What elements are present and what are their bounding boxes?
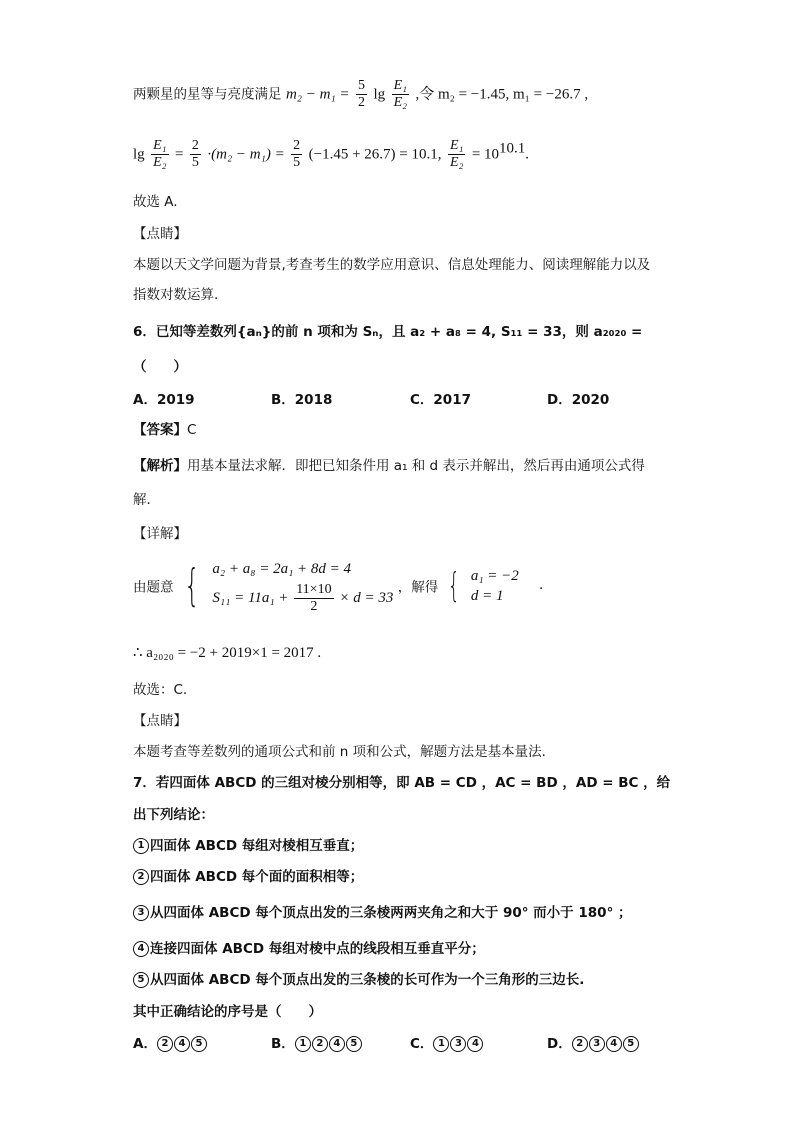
lg: lg (133, 146, 145, 163)
fraction (448, 138, 465, 171)
solution-system (471, 566, 519, 606)
item-text: 四面体 ABCD 每个面的面积相等； (150, 869, 364, 885)
prev-line-1-text: 两颗星的星等与亮度满足 (133, 86, 282, 103)
prev-line-1 (133, 78, 588, 111)
circled-number: 4 (329, 1036, 345, 1052)
numerator: 11×10 (296, 582, 332, 597)
circled-number: 4 (133, 941, 149, 957)
denominator: E₂ (153, 155, 167, 170)
q7-item-4 (133, 939, 485, 959)
circled-number: 4 (606, 1036, 622, 1052)
q7-item-3 (133, 903, 632, 923)
solution-1: a₁ = −2 (470, 567, 519, 584)
option-label: C． (410, 1036, 434, 1052)
numerator: 2 (293, 138, 301, 153)
fraction (190, 138, 201, 171)
q6-jiexi-text-2: 解． (133, 492, 160, 508)
system-prefix: 由题意 (133, 579, 174, 596)
circled-number: 1 (295, 1036, 311, 1052)
fraction (392, 78, 409, 111)
equation-1: a₂ + a₈ = 2a₁ + 8d = 4 (212, 561, 352, 577)
numerator: 5 (358, 78, 365, 93)
denominator: 2 (310, 599, 318, 614)
q6-result: ∴ a₂₀₂₀ = −2 + 2019×1 = 2017 . (133, 645, 322, 661)
circled-number: 5 (191, 1036, 207, 1052)
item-text: 从四面体 ABCD 每个顶点出发的三条棱的长可作为一个三角形的三边长. (150, 972, 585, 988)
option-label: D． (547, 1036, 572, 1052)
prev-line-2 (133, 138, 529, 171)
option-label: A． (133, 1036, 157, 1052)
circled-number: 2 (312, 1036, 328, 1052)
expression: (−1.45 + 26.7) = 10.1, (308, 146, 442, 163)
equation-system (212, 556, 393, 615)
exponent: 10.1 (499, 140, 526, 157)
solution-2: d = 1 (470, 587, 504, 604)
q6-system (133, 556, 543, 615)
prev-line-1-rest: ,令 m₂ = −1.45, m₁ = −26.7 , (415, 86, 589, 103)
q6-xiangjie-tag: 【详解】 (133, 526, 187, 542)
jiexi-text-1: 用基本量法求解．即把已知条件用 a₁ 和 d 表示并解出，然后再由通项公式得 (187, 458, 645, 474)
q7-item-5 (133, 970, 584, 990)
fraction (356, 78, 367, 111)
numerator: 2 (191, 138, 199, 153)
circled-number: 3 (450, 1036, 466, 1052)
q7-option-d[interactable] (547, 1034, 640, 1054)
expression: = 10 (471, 146, 500, 163)
period: . (525, 146, 530, 163)
prev-line-1-math: m₂ − m₁ = (285, 86, 350, 103)
equals: = (175, 146, 184, 163)
item-text: 从四面体 ABCD 每个顶点出发的三条棱两两夹角之和大于 90° 而小于 180° ； (150, 905, 632, 921)
q6-option-c[interactable]: C．2017 (410, 392, 471, 408)
fraction (294, 582, 333, 615)
q6-option-d[interactable]: D．2020 (547, 392, 610, 408)
q6-stem: 6．已知等差数列{aₙ}的前 n 项和为 Sₙ，且 a₂ + a₈ = 4, S₁₁ = 33，则 a₂₀₂₀ = (133, 324, 643, 340)
q7-option-c[interactable] (410, 1034, 484, 1054)
item-text: 连接四面体 ABCD 每组对棱中点的线段相互垂直平分； (150, 941, 485, 957)
lg: lg (373, 86, 386, 103)
q7-stem-2: 出下列结论： (133, 807, 214, 823)
circled-number: 2 (157, 1036, 173, 1052)
option-label: B． (271, 1036, 295, 1052)
circled-number: 1 (433, 1036, 449, 1052)
denominator: 5 (191, 155, 199, 170)
q7-item-1 (133, 836, 363, 856)
denominator: E₂ (393, 95, 407, 110)
q6-answer (133, 420, 196, 440)
q6-dianjing-tag: 【点睛】 (133, 713, 187, 729)
circled-number: 4 (174, 1036, 190, 1052)
left-brace: { (184, 559, 200, 611)
q6-option-a[interactable]: A．2019 (133, 392, 195, 408)
q6-jiexi (133, 456, 645, 476)
q6-choose: 故选：C. (133, 682, 188, 698)
prev-dianjing-text-2: 指数对数运算. (133, 287, 219, 303)
circled-number: 5 (623, 1036, 639, 1052)
equation-2-part-b: × d = 33 (339, 589, 394, 606)
equation-2 (212, 582, 393, 615)
denominator: E₂ (449, 155, 464, 170)
expression: ·(m₂ − m₁) = (207, 146, 285, 163)
prev-dianjing-text-1: 本题以天文学问题为背景,考查考生的数学应用意识、信息处理能力、阅读理解能力以及 (133, 257, 651, 273)
period: . (539, 577, 543, 593)
left-brace: { (447, 565, 460, 606)
denominator: 2 (358, 95, 365, 110)
circled-number: 1 (133, 838, 149, 854)
numerator: E₁ (449, 138, 464, 153)
jiexi-tag: 【解析】 (133, 458, 187, 474)
fraction (291, 138, 302, 171)
prev-dianjing-tag: 【点睛】 (133, 226, 187, 242)
circled-number: 3 (589, 1036, 605, 1052)
q6-dianjing-text: 本题考查等差数列的通项公式和前 n 项和公式，解题方法是基本量法． (133, 744, 556, 760)
circled-number: 4 (467, 1036, 483, 1052)
answer-tag: 【答案】 (133, 422, 187, 438)
circled-number: 5 (346, 1036, 362, 1052)
numerator: E₁ (393, 78, 407, 93)
item-text: 四面体 ABCD 每组对棱相互垂直； (150, 838, 364, 854)
circled-number: 3 (133, 905, 149, 921)
q6-paren: （ ） (133, 359, 187, 375)
q6-option-b[interactable]: B．2018 (271, 392, 333, 408)
answer-value: C (187, 422, 197, 438)
circled-number: 5 (133, 972, 149, 988)
q7-stem-1: 7．若四面体 ABCD 的三组对棱分别相等，即 AB = CD ，AC = BD ，AD = BC ，给 (133, 775, 671, 791)
circled-number: 2 (133, 869, 149, 885)
q7-ask: 其中正确结论的序号是（ ） (133, 1004, 322, 1020)
system-mid: ，解得 (397, 579, 439, 596)
numerator: E₁ (153, 138, 167, 153)
q7-item-2 (133, 867, 363, 887)
denominator: 5 (293, 155, 301, 170)
q7-option-a[interactable] (133, 1034, 208, 1054)
equation-2-part-a: S₁₁ = 11a₁ + (212, 589, 289, 606)
fraction (151, 138, 168, 171)
q7-option-b[interactable] (271, 1034, 363, 1054)
prev-answer: 故选 A. (133, 194, 178, 210)
circled-number: 2 (572, 1036, 588, 1052)
